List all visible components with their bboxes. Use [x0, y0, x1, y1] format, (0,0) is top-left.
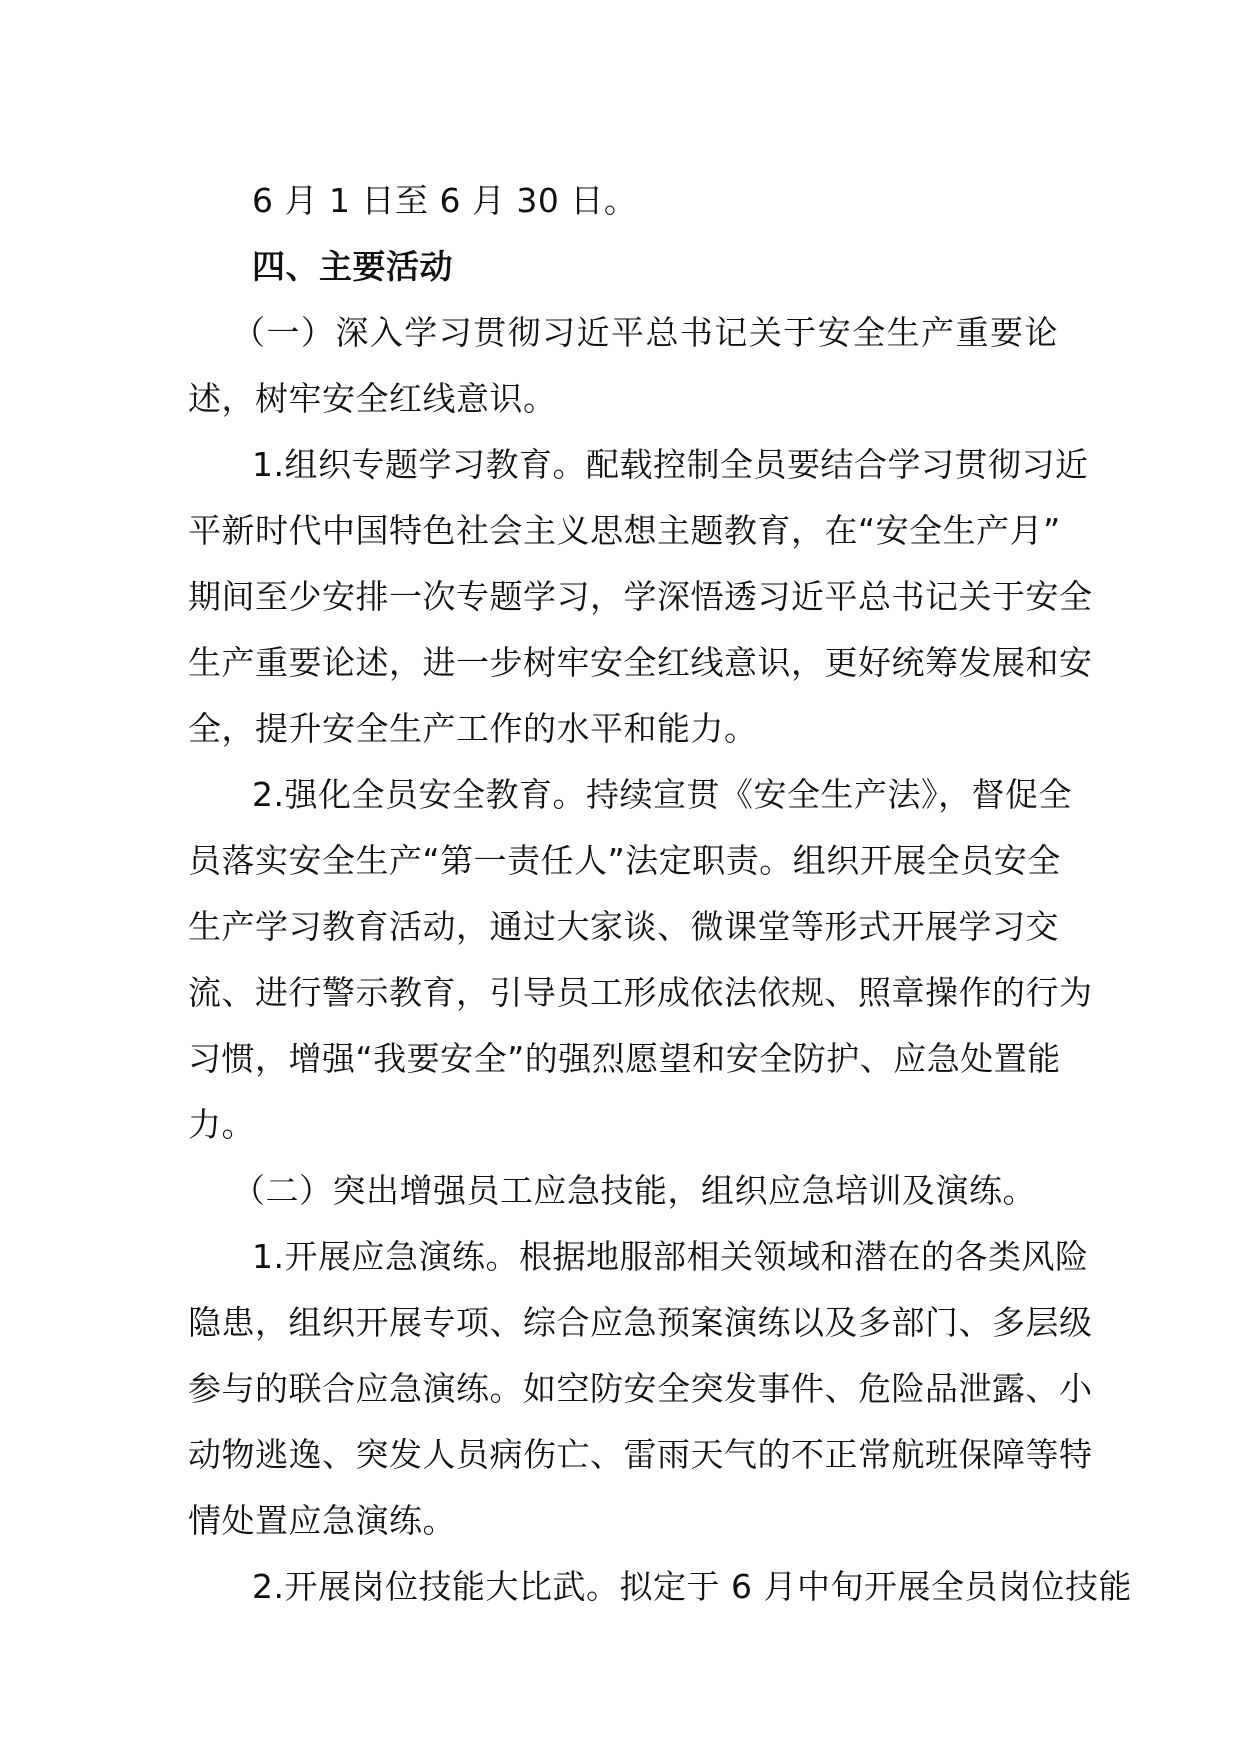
paragraph-line: 隐患，组织开展专项、综合应急预案演练以及多部门、多层级 [188, 1303, 1093, 1342]
document-page [188, 168, 1132, 1620]
paragraph-line: 生产学习教育活动，通过大家谈、微课堂等形式开展学习交 [188, 907, 1059, 946]
paragraph-line: 参与的联合应急演练。如空防安全突发事件、危险品泄露、小 [188, 1369, 1093, 1408]
subsection-heading-1-cont: 述，树牢安全红线意识。 [188, 379, 557, 418]
paragraph-line: 1.开展应急演练。根据地服部相关领域和潜在的各类风险 [252, 1237, 1089, 1276]
section-heading-main-activities: 四、主要活动 [252, 247, 453, 286]
paragraph-line: 动物逃逸、突发人员病伤亡、雷雨天气的不正常航班保障等特 [188, 1435, 1093, 1474]
paragraph-line: 流、进行警示教育，引导员工形成依法依规、照章操作的行为 [188, 973, 1093, 1012]
paragraph-line: 生产重要论述，进一步树牢安全红线意识，更好统筹发展和安 [188, 643, 1093, 682]
text-line-period: 6 月 1 日至 6 月 30 日。 [252, 181, 638, 220]
paragraph-line: 员落实安全生产“第一责任人”法定职责。组织开展全员安全 [188, 841, 1061, 880]
subsection-heading-1: （一）深入学习贯彻习近平总书记关于安全生产重要论 [232, 313, 1058, 352]
paragraph-line: 2.强化全员安全教育。持续宣贯《安全生产法》，督促全 [252, 775, 1072, 814]
paragraph-line: 习惯，增强“我要安全”的强烈愿望和安全防护、应急处置能 [188, 1039, 1061, 1078]
paragraph-line-end: 全，提升安全生产工作的水平和能力。 [188, 709, 758, 748]
subsection-heading-2: （二）突出增强员工应急技能，组织应急培训及演练。 [232, 1171, 1036, 1210]
paragraph-line: 平新时代中国特色社会主义思想主题教育，在“安全生产月” [188, 511, 1061, 550]
paragraph-line: 2.开展岗位技能大比武。拟定于 6 月中旬开展全员岗位技能 [252, 1567, 1132, 1606]
paragraph-line-end: 情处置应急演练。 [188, 1501, 456, 1540]
paragraph-line: 期间至少安排一次专题学习，学深悟透习近平总书记关于安全 [188, 577, 1093, 616]
paragraph-line-end: 力。 [188, 1105, 255, 1144]
paragraph-line: 1.组织专题学习教育。配载控制全员要结合学习贯彻习近 [252, 445, 1089, 484]
